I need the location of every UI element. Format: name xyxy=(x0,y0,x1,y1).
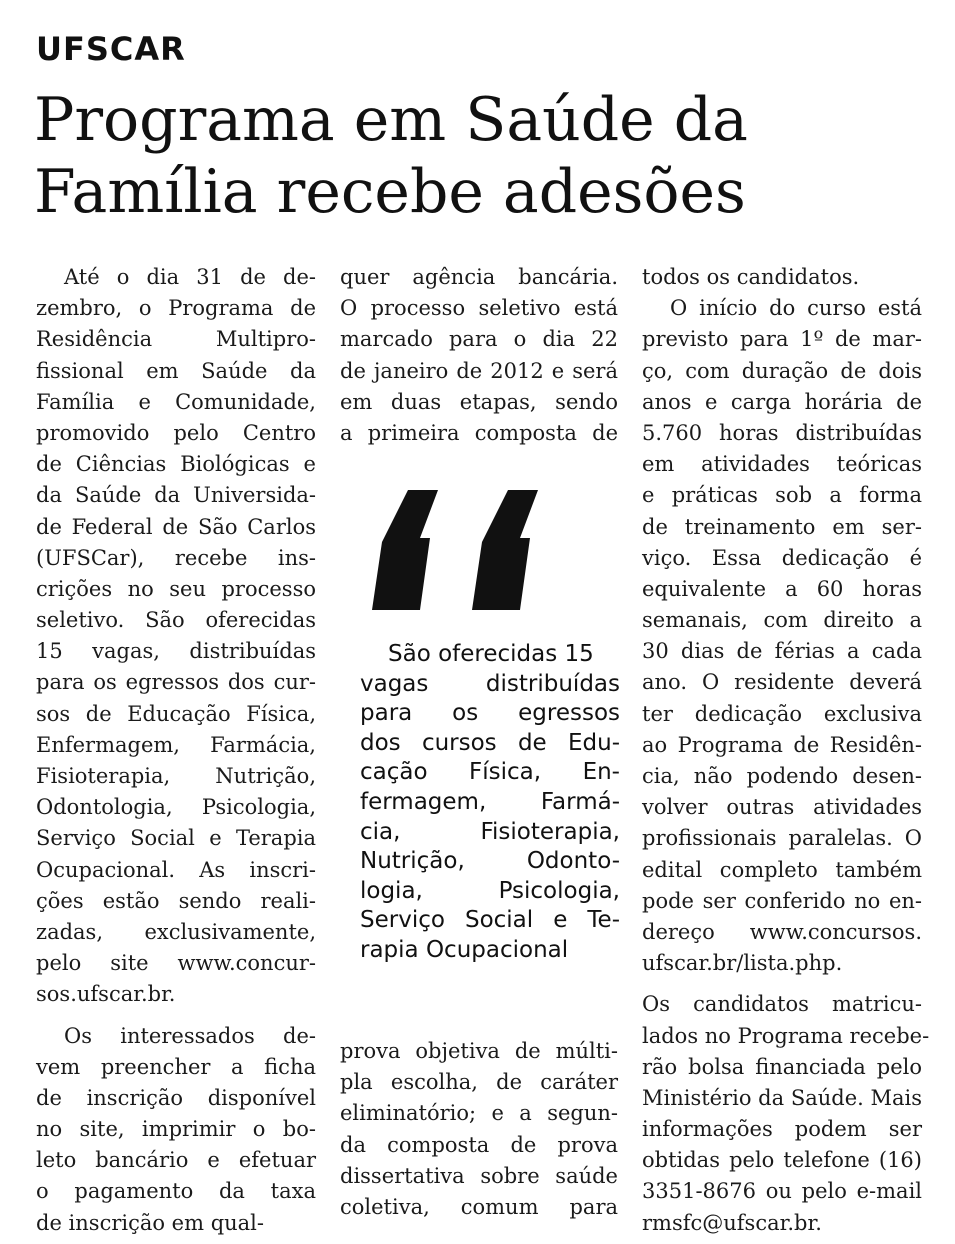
article-line: em duas etapas, sendo xyxy=(340,389,618,414)
article-line: semanais, com direito a xyxy=(642,608,922,633)
article-line: cia, não podendo desen- xyxy=(642,764,922,788)
article-line: obtidas pelo telefone (16) xyxy=(642,1148,922,1173)
article-line: ao Programa de Residên- xyxy=(642,732,922,757)
article-line: (UFSCar), recebe ins- xyxy=(36,545,316,570)
pull-quote-line: dos cursos de Edu- xyxy=(360,729,620,756)
article-line: prova objetiva de múlti- xyxy=(340,1039,618,1063)
section-kicker: UFSCAR xyxy=(36,30,186,68)
pull-quote-line: cação Física, En- xyxy=(360,759,620,786)
pull-quote xyxy=(360,640,620,966)
article-line: ufscar.br/lista.php. xyxy=(642,951,843,976)
article-line: ter dedicação exclusiva xyxy=(642,701,922,726)
pull-quote-line: logia, Psicologia, xyxy=(360,877,620,904)
article-line: O início do curso está xyxy=(670,296,922,321)
article-line: marcado para o dia 22 xyxy=(340,327,618,352)
article-line: pla escolha, de caráter xyxy=(340,1070,618,1095)
article-line: volver outras atividades xyxy=(642,795,922,820)
article-column-2-top xyxy=(340,262,618,449)
article-line: fissional em Saúde da xyxy=(36,358,316,383)
article-line: Os candidatos matricu- xyxy=(642,992,922,1017)
article-line: seletivo. São oferecidas xyxy=(36,608,316,633)
article-line: viço. Essa dedicação é xyxy=(642,545,922,570)
article-line: Residência Multipro- xyxy=(36,327,316,352)
quote-mark-icon xyxy=(368,480,568,620)
pull-quote-line: vagas distribuídas xyxy=(360,670,620,697)
article-line: zembro, o Programa de xyxy=(36,296,316,321)
article-line: sos de Educação Física, xyxy=(36,701,316,726)
article-line: Enfermagem, Farmácia, xyxy=(36,732,316,757)
article-line: da composta de prova xyxy=(340,1132,618,1157)
article-line: profissionais paralelas. O xyxy=(642,826,922,851)
article-line: pelo site www.concur- xyxy=(36,951,316,976)
article-line: 15 vagas, distribuídas xyxy=(36,639,316,664)
article-line: Ministério da Saúde. Mais xyxy=(642,1085,922,1110)
article-line: ções estão sendo reali- xyxy=(36,888,316,913)
article-line: 30 dias de férias a cada xyxy=(642,639,922,664)
article-line: Até o dia 31 de de- xyxy=(64,265,316,289)
article-line: pode ser conferido no en- xyxy=(642,888,922,913)
article-line: Fisioterapia, Nutrição, xyxy=(36,764,316,788)
pull-quote-line: cia, Fisioterapia, xyxy=(360,818,620,845)
article-line: equivalente a 60 horas xyxy=(642,576,922,601)
article-line: coletiva, comum para xyxy=(340,1194,618,1219)
article-line: leto bancário e efetuar xyxy=(36,1148,316,1173)
article-line: Família e Comunidade, xyxy=(36,389,316,414)
headline-line: Programa em Saúde da xyxy=(34,85,748,155)
pull-quote-line: rapia Ocupacional xyxy=(360,936,569,963)
article-line: no site, imprimir o bo- xyxy=(36,1117,316,1142)
article-line: de inscrição disponível xyxy=(36,1085,316,1110)
article-line: ço, com duração de dois xyxy=(642,358,922,383)
headline-line: Família recebe adesões xyxy=(34,157,746,227)
article-line: promovido pelo Centro xyxy=(36,420,316,445)
article-column-2-bottom xyxy=(340,1036,618,1223)
article-line: ano. O residente deverá xyxy=(642,670,922,695)
article-line: crições no seu processo xyxy=(36,576,316,601)
article-line: previsto para 1º de mar- xyxy=(642,327,922,352)
article-line: O processo seletivo está xyxy=(340,296,618,321)
article-line: Os interessados de- xyxy=(64,1023,316,1048)
article-line: anos e carga horária de xyxy=(642,389,922,414)
article-line: a primeira composta de xyxy=(340,420,618,445)
article-line: 3351-8676 ou pelo e-mail xyxy=(642,1179,922,1204)
article-line: de inscrição em qual- xyxy=(36,1210,264,1235)
article-line: para os egressos dos cur- xyxy=(36,670,316,695)
article-line: zadas, exclusivamente, xyxy=(36,919,316,944)
article-line: sos.ufscar.br. xyxy=(36,982,176,1007)
article-line: edital completo também xyxy=(642,857,922,882)
pull-quote-line: fermagem, Farmá- xyxy=(360,788,620,815)
article-line: Ocupacional. As inscri- xyxy=(36,857,316,882)
article-line: de Ciências Biológicas e xyxy=(36,452,316,477)
article-line: o pagamento da taxa xyxy=(36,1179,316,1204)
article-line: vem preencher a ficha xyxy=(36,1054,316,1079)
article-line: quer agência bancária. xyxy=(340,265,618,289)
article-line: eliminatório; e a segun- xyxy=(340,1101,618,1126)
article-line: informações podem ser xyxy=(642,1117,922,1142)
pull-quote-line: para os egressos xyxy=(360,700,620,727)
article-line: dissertativa sobre saúde xyxy=(340,1163,618,1188)
article-line: da Saúde da Universida- xyxy=(36,483,316,508)
article-column-1 xyxy=(36,262,316,1239)
article-line: em atividades teóricas xyxy=(642,452,922,477)
pull-quote-line: São oferecidas 15 xyxy=(388,641,594,667)
article-line: lados no Programa recebe- xyxy=(642,1023,930,1048)
article-headline xyxy=(34,84,934,228)
article-line: 5.760 horas distribuídas xyxy=(642,420,922,445)
article-line: dereço www.concursos. xyxy=(642,919,922,944)
article-line: Odontologia, Psicologia, xyxy=(36,795,316,820)
article-line: de janeiro de 2012 e será xyxy=(340,358,618,383)
article-line: de Federal de São Carlos xyxy=(36,514,316,539)
article-line: todos os candidatos. xyxy=(642,265,860,289)
pull-quote-line: Serviço Social e Te- xyxy=(360,907,620,934)
pull-quote-line: Nutrição, Odonto- xyxy=(360,848,620,875)
article-line: Serviço Social e Terapia xyxy=(36,826,316,851)
article-column-3 xyxy=(642,262,930,1239)
article-line: rão bolsa financiada pelo xyxy=(642,1054,922,1079)
article-line: de treinamento em ser- xyxy=(642,514,922,539)
article-line: rmsfc@ufscar.br. xyxy=(642,1210,822,1235)
article-line: e práticas sob a forma xyxy=(642,483,922,508)
